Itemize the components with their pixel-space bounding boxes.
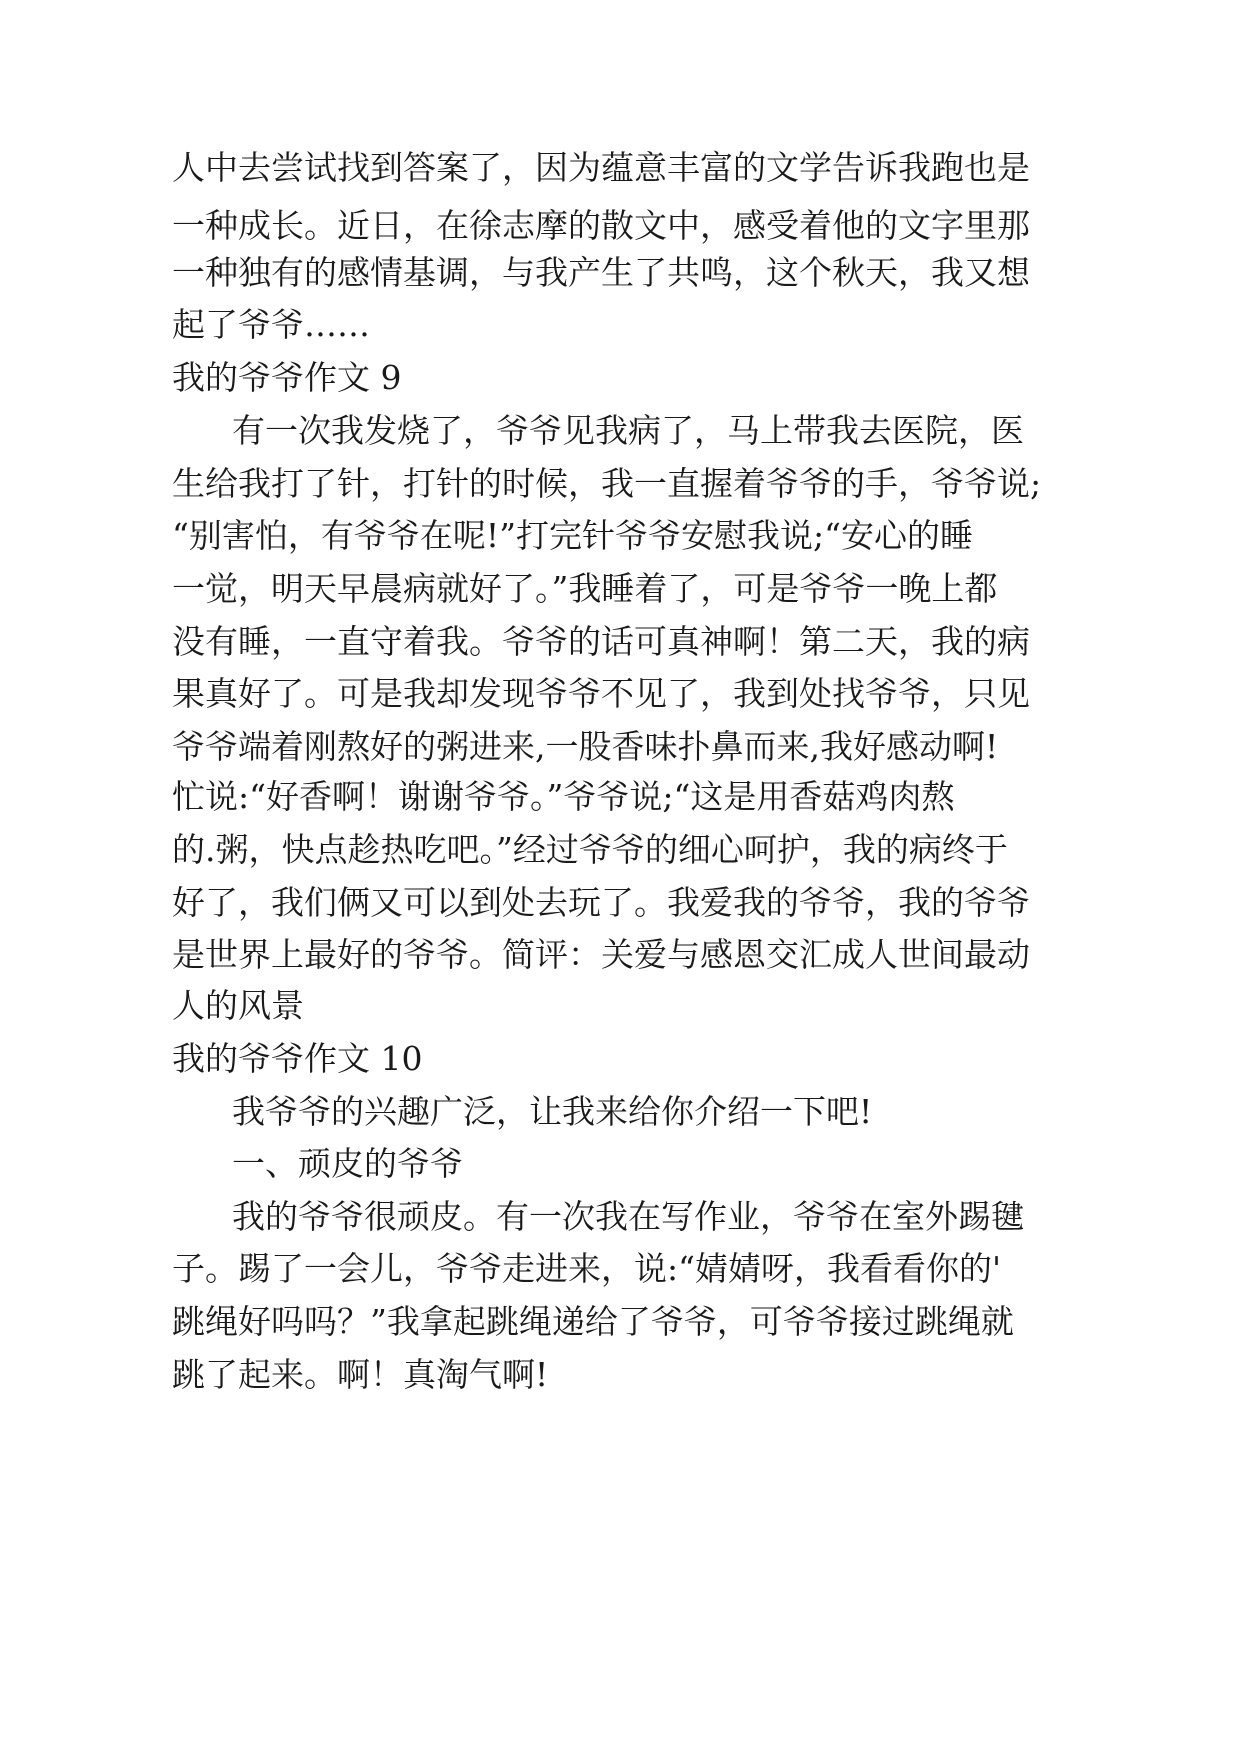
section-title: 我的爷爷作文 10 bbox=[172, 1039, 423, 1078]
text-line: 没有睡，一直守着我。爷爷的话可真神啊！第二天，我的病 bbox=[172, 622, 1030, 661]
text-line: 人的风景 bbox=[172, 986, 304, 1025]
text-line: 一觉，明天早晨病就好了。”我睡着了，可是爷爷一晚上都 bbox=[172, 569, 998, 608]
text-line: 忙说:“好香啊！谢谢爷爷。”爷爷说;“这是用香菇鸡肉熬 bbox=[172, 777, 955, 816]
text-line: 是世界上最好的爷爷。简评：关爱与感恩交汇成人世间最动 bbox=[172, 935, 1030, 974]
text-line: 一种成长。近日，在徐志摩的散文中，感受着他的文字里那 bbox=[172, 206, 1030, 245]
text-line: 一种独有的感情基调，与我产生了共鸣，这个秋天，我又想 bbox=[172, 253, 1030, 292]
text-line: 果真好了。可是我却发现爷爷不见了，我到处找爷爷，只见 bbox=[172, 674, 1030, 713]
text-line: 爷爷端着刚熬好的粥进来,一股香味扑鼻而来,我好感动啊! bbox=[172, 727, 999, 766]
text-line: 有一次我发烧了，爷爷见我病了，马上带我去医院，医 bbox=[232, 411, 1024, 450]
text-line: 子。踢了一会儿，爷爷走进来，说:“婧婧呀，我看看你的' bbox=[172, 1249, 1002, 1288]
text-line: 生给我打了针，打针的时候，我一直握着爷爷的手，爷爷说; bbox=[172, 464, 1042, 503]
text-line: 好了，我们俩又可以到处去玩了。我爱我的爷爷，我的爷爷 bbox=[172, 883, 1030, 922]
text-line: 跳了起来。啊！真淘气啊! bbox=[172, 1355, 549, 1394]
text-line: 跳绳好吗吗？”我拿起跳绳递给了爷爷，可爷爷接过跳绳就 bbox=[172, 1302, 1014, 1341]
text-line: 一、顽皮的爷爷 bbox=[232, 1144, 463, 1183]
text-line: 起了爷爷…… bbox=[172, 305, 370, 344]
text-line: 我的爷爷很顽皮。有一次我在写作业，爷爷在室外踢毽 bbox=[232, 1197, 1024, 1236]
section-title: 我的爷爷作文 9 bbox=[172, 358, 402, 397]
text-line: 人中去尝试找到答案了，因为蕴意丰富的文学告诉我跑也是 bbox=[172, 148, 1030, 187]
text-line: 的.粥，快点趁热吃吧。”经过爷爷的细心呵护，我的病终于 bbox=[172, 830, 1008, 869]
text-line: “别害怕，有爷爷在呢!”打完针爷爷安慰我说;“安心的睡 bbox=[172, 516, 973, 555]
text-line: 我爷爷的兴趣广泛，让我来给你介绍一下吧! bbox=[232, 1092, 873, 1131]
